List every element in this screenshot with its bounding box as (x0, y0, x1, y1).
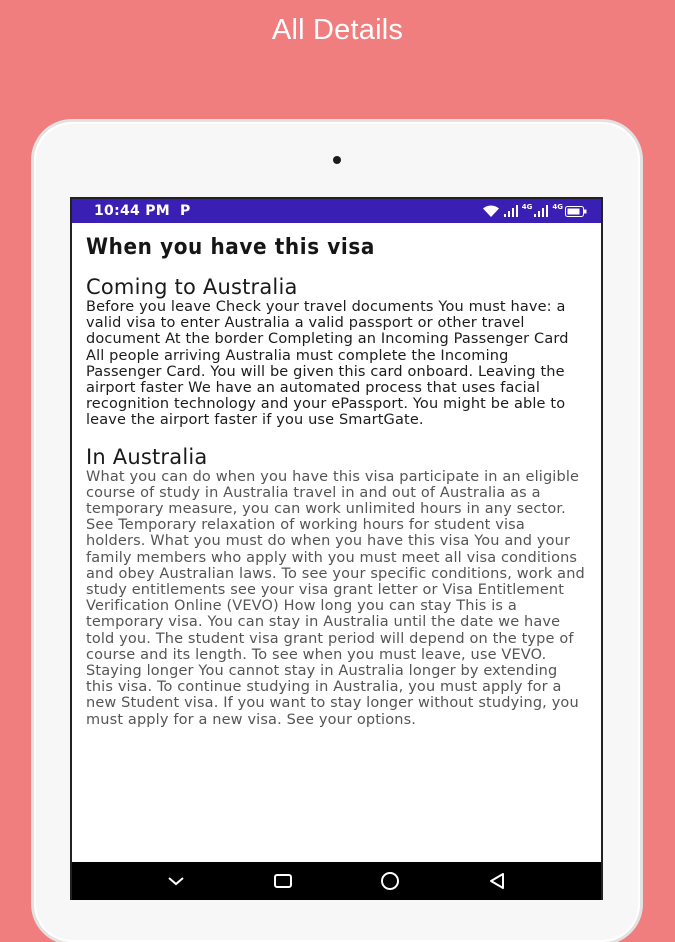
signal-icon (534, 205, 548, 217)
network-type-label: 4G (521, 203, 533, 211)
status-icons (482, 205, 587, 218)
network-type-label: 4G (552, 203, 563, 211)
page-title: When you have this visa (86, 233, 375, 260)
signal-icon (504, 205, 518, 217)
camera-dot (333, 156, 341, 164)
wifi-icon (482, 205, 500, 218)
navigation-bar (72, 862, 601, 900)
device-screen (70, 197, 603, 900)
section-body-coming-to-australia: Before you leave Check your travel documents You must have: a valid visa to enter Australia a valid passport or other travel document At the border Completing an Incoming Passenger Card All people arriving Australia must complete the Incoming Passenger Card. You will be given this card onboard. Leaving the airport faster We have an automated process that uses facial recognition technology and your ePassport. You might be able to leave the airport faster if you use SmartGate. (86, 299, 569, 429)
status-bar (72, 199, 601, 223)
battery-icon (565, 206, 587, 217)
chevron-down-icon[interactable] (156, 866, 196, 896)
recents-icon[interactable] (263, 866, 303, 896)
section-heading-in-australia: In Australia (86, 444, 208, 469)
status-time: 10:44 PM (94, 203, 171, 219)
visa-details-content[interactable] (72, 223, 601, 863)
promo-title: All Details (271, 14, 404, 46)
section-heading-coming-to-australia: Coming to Australia (86, 275, 298, 299)
back-icon[interactable] (477, 866, 517, 896)
app-notification-icon: P (180, 203, 191, 219)
section-body-in-australia: What you can do when you have this visa participate in an eligible course of study in Australia travel in and out of Australia as a temporary measure, you can work unlimited hours in any sector. See Temporary relaxation of working hours for student visa holders. What you must do when you have this visa You and your family members who apply with you must meet all visa conditions and obey Australian laws. To see your specific conditions, work and study entitlements see your visa grant letter or Visa Entitlement Verification Online (VEVO) How long you can stay This is a temporary visa. You can stay in Australia until the date we have told you. The student visa grant period will depend on the type of course and its length. To see when you must leave, use VEVO. Staying longer You cannot stay in Australia longer by extending this visa. To continue studying in Australia, you must apply for a new Student visa. If you want to stay longer without studying, you must apply for a new visa. See your options. (86, 468, 585, 728)
home-icon[interactable] (370, 866, 410, 896)
